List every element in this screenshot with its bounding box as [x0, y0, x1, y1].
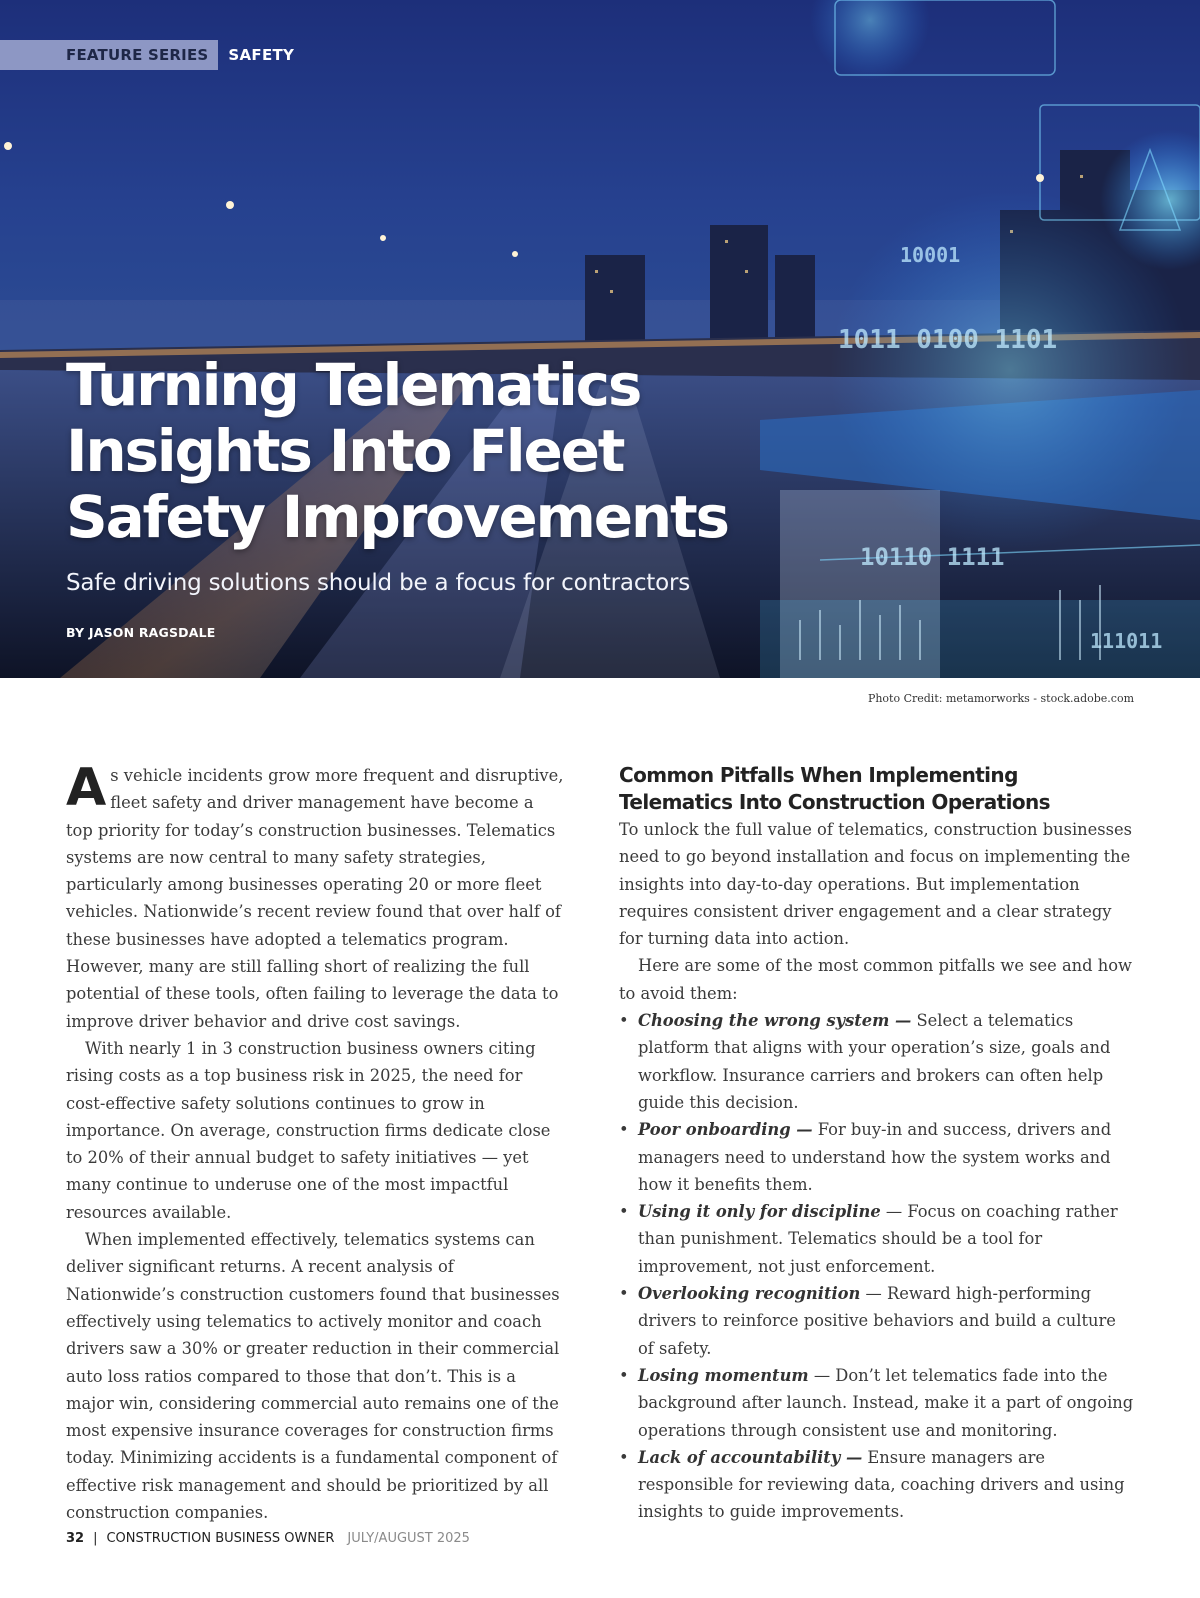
pitfall-text: Select a telematics platform that aligns with your operation’s size, goals and workflow. Insurance carriers and brokers can often help guide this decision.	[638, 1011, 1111, 1112]
article-title: Turning Telematics Insights Into Fleet Safety Improvements	[66, 351, 728, 551]
body-paragraph: Here are some of the most common pitfalls we see and how to avoid them:	[619, 956, 1132, 1003]
pitfall-text: For buy-in and success, drivers and managers need to understand how the system works and how it benefits them.	[638, 1120, 1112, 1194]
body-paragraph: When implemented effectively, telematics systems can deliver significant returns. A recent analysis of Nationwide’s construction customers found that businesses effectively using telematics to actively monitor and coach drivers saw a 30% or greater reduction in their commercial auto loss ratios compared to those that don’t. This is a major win, considering commercial auto remains one of the most expensive insurance coverages for construction firms today. Minimizing accidents is a fundamental component of effective risk management and should be prioritized by all construction companies.	[66, 1230, 560, 1523]
hero-binary-corner: 111011	[1090, 629, 1163, 653]
hero-binary-top: 10001	[900, 243, 961, 267]
pitfall-text: — Focus on coaching rather than punishment. Telematics should be a tool for improvement, not just enforcement.	[638, 1202, 1118, 1276]
bullet: •	[619, 1447, 629, 1467]
bullet: •	[619, 1011, 629, 1031]
photo-credit: Photo Credit: metamorworks - stock.adobe.com	[867, 692, 1134, 705]
series-label-bar	[0, 40, 294, 70]
hero-binary-mid: 1011 0100 1101	[838, 325, 1058, 355]
bullet: •	[619, 1120, 629, 1140]
bullet: •	[619, 1284, 629, 1304]
list-item	[619, 1280, 1135, 1362]
pitfalls-list	[619, 1007, 1135, 1526]
footer-separator: |	[93, 1531, 98, 1546]
bullet: •	[619, 1202, 629, 1222]
pitfall-term: Choosing the wrong system —	[638, 1011, 912, 1031]
byline: BY JASON RAGSDALE	[66, 625, 216, 640]
list-item	[619, 1007, 1135, 1116]
drop-cap: A	[66, 758, 107, 818]
publication-name: CONSTRUCTION BUSINESS OWNER	[106, 1531, 335, 1546]
body-paragraph: To unlock the full value of telematics, construction businesses need to go beyond installation and focus on implementing the insights into day-to-day operations. But implementation requires consistent driver engagement and a clear strategy for turning data into action.	[619, 820, 1133, 949]
intro-text: s vehicle incidents grow more frequent and disruptive, fleet safety and driver management have become a top priority for today’s construction businesses. Telematics systems are now central to many safety strategies, particularly among businesses operating 20 or more fleet vehicles. Nationwide’s recent review found that over half of these businesses have adopted a telematics program. However, many are still falling short of realizing the full potential of these tools, often failing to leverage the data to improve driver behavior and drive cost savings.	[66, 766, 564, 1031]
section-heading: Common Pitfalls When Implementing Telematics Into Construction Operations	[619, 763, 1050, 814]
body-paragraph: With nearly 1 in 3 construction business owners citing rising costs as a top business risk in 2025, the need for cost-effective safety solutions continues to grow in importance. On average, construction firms dedicate close to 20% of their annual budget to safety initiatives — yet many continue to underuse one of the most impactful resources available.	[66, 1038, 551, 1222]
pitfall-text: — Reward high-performing drivers to reinforce positive behaviors and build a culture of safety.	[638, 1284, 1116, 1358]
intro-paragraph	[66, 758, 564, 1035]
pitfall-term: Using it only for discipline	[638, 1202, 881, 1222]
list-item	[619, 1198, 1135, 1280]
pitfall-term: Lack of accountability —	[638, 1447, 863, 1467]
left-column	[66, 758, 564, 1526]
pitfall-term: Overlooking recognition	[638, 1284, 861, 1304]
pitfall-text: — Don’t let telematics fade into the background after launch. Instead, make it a part of ongoing operations through consistent use and monitoring.	[638, 1365, 1134, 1440]
right-column	[619, 762, 1135, 1526]
list-item	[619, 1362, 1135, 1444]
section-tag: SAFETY	[228, 46, 295, 64]
article-subtitle: Safe driving solutions should be a focus for contractors	[66, 570, 690, 596]
pitfall-term: Losing momentum	[638, 1365, 809, 1385]
page-footer	[66, 1531, 470, 1546]
list-item	[619, 1444, 1135, 1526]
hero-binary-low: 10110 1111	[860, 543, 1005, 571]
hero-banner	[0, 0, 1200, 678]
feature-series-tag: FEATURE SERIES	[0, 40, 218, 70]
pitfall-text: Ensure managers are responsible for reviewing data, coaching drivers and using insights to guide improvements.	[638, 1447, 1125, 1522]
bullet: •	[619, 1365, 629, 1385]
pitfall-term: Poor onboarding —	[638, 1120, 813, 1140]
page-number: 32	[66, 1531, 85, 1546]
list-item	[619, 1116, 1135, 1198]
issue-date: JULY/AUGUST 2025	[347, 1531, 470, 1546]
